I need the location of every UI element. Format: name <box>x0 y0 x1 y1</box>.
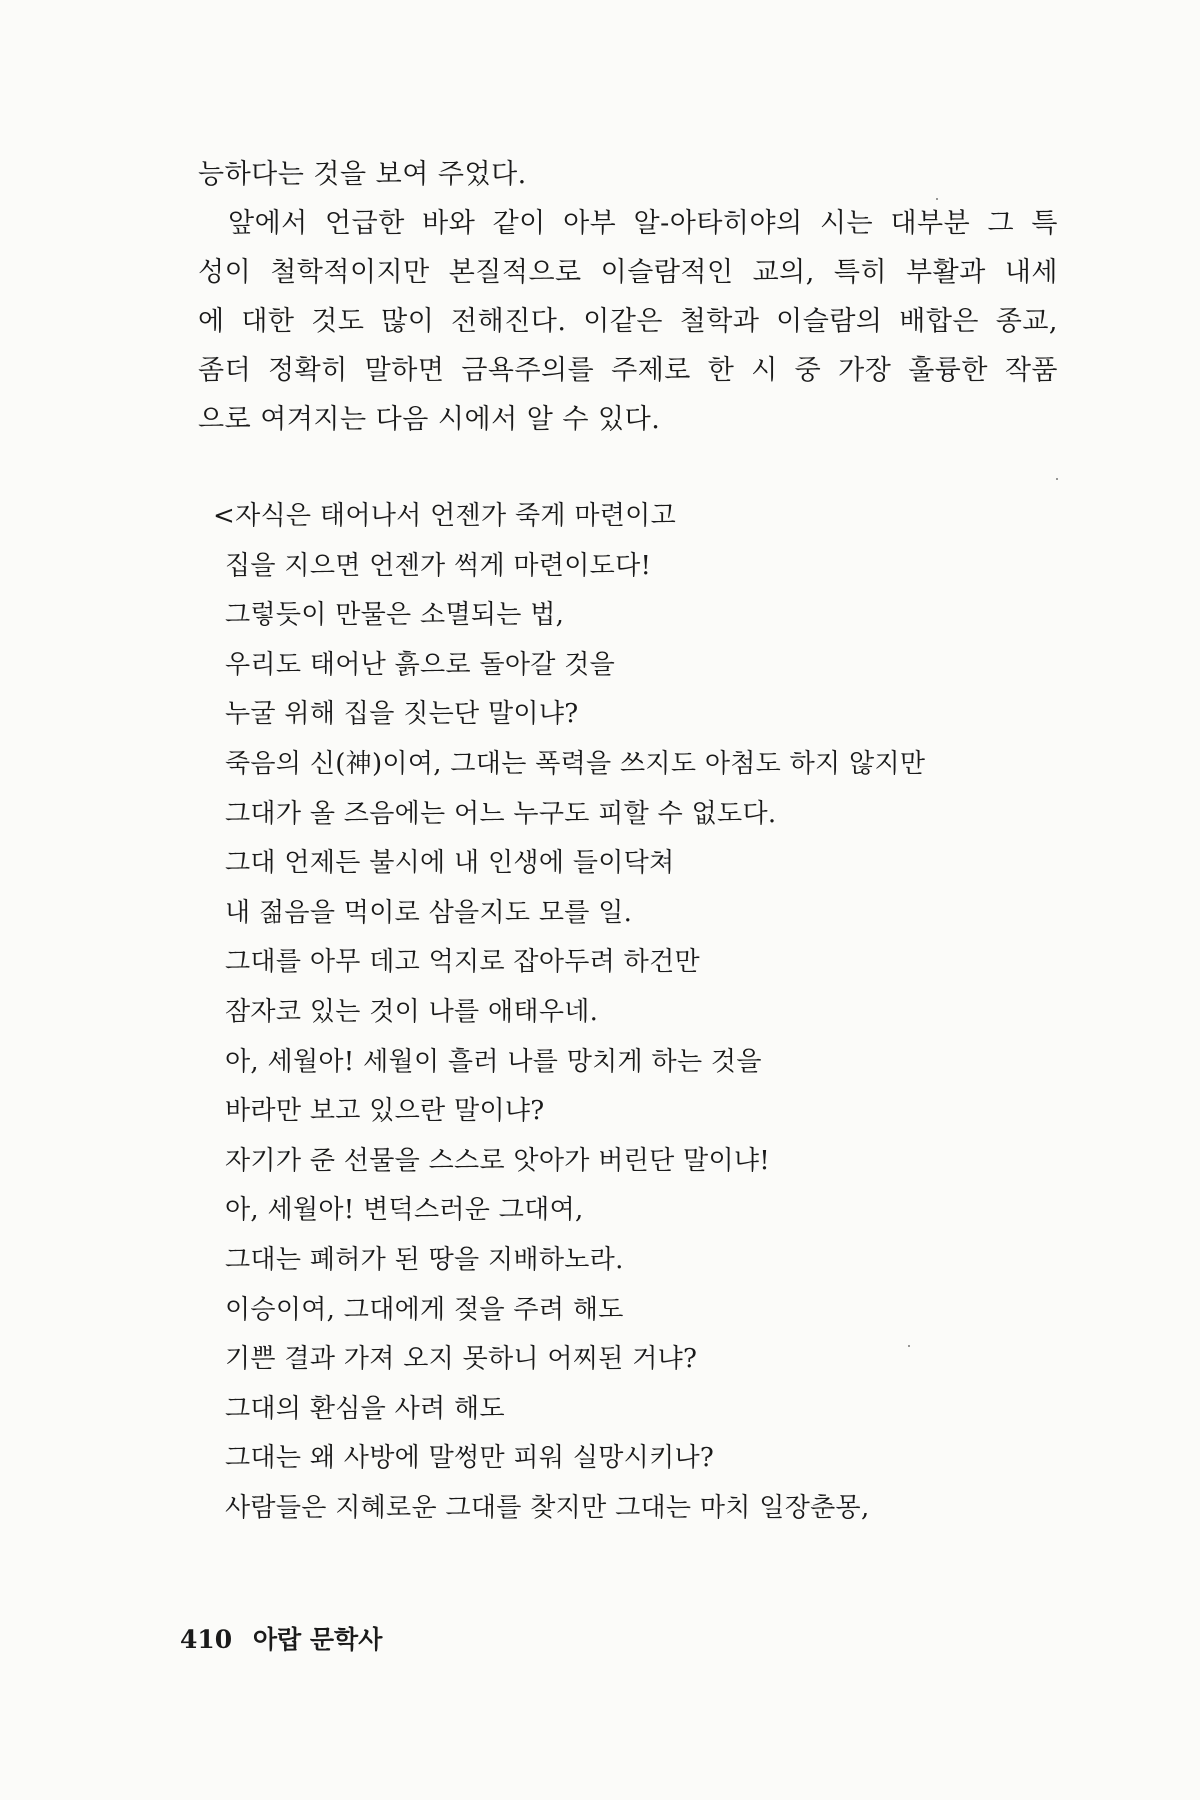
prose-line: 성이 철학적이지만 본질적으로 이슬람적인 교의, 특히 부활과 내세 <box>198 257 1058 288</box>
poem-line: 사람들은 지혜로운 그대를 찾지만 그대는 마치 일장춘몽, <box>225 1492 870 1523</box>
poem-line: 그대는 왜 사방에 말썽만 피워 실망시키나? <box>225 1443 715 1474</box>
poem-line: 잠자코 있는 것이 나를 애태우네. <box>225 996 599 1027</box>
prose-line: 앞에서 언급한 바와 같이 아부 알-아타히야의 시는 대부분 그 특 <box>228 208 1058 239</box>
scan-speck <box>936 198 938 200</box>
poem-line: 이승이여, 그대에게 젖을 주려 해도 <box>225 1294 624 1325</box>
prose-line: 으로 여겨지는 다음 시에서 알 수 있다. <box>198 404 661 435</box>
scan-speck <box>908 1345 910 1347</box>
page-number: 410 <box>180 1625 233 1654</box>
poem-line: <자식은 태어나서 언젠가 죽게 마련이고 <box>213 501 676 531</box>
prose-line: 좀더 정확히 말하면 금욕주의를 주제로 한 시 중 가장 훌륭한 작품 <box>198 355 1058 386</box>
poem-line: 그대 언제든 불시에 내 인생에 들이닥쳐 <box>225 848 675 879</box>
poem-block <box>213 492 1013 1533</box>
page-footer <box>180 1620 382 1656</box>
poem-line: 우리도 태어난 흙으로 돌아갈 것을 <box>225 649 616 680</box>
poem-line: 바라만 보고 있으란 말이냐? <box>225 1096 545 1127</box>
poem-line: 아, 세월아! 변덕스러운 그대여, <box>225 1195 584 1226</box>
prose-line: 능하다는 것을 보여 주었다. <box>198 159 527 190</box>
running-title: 아랍 문학사 <box>252 1625 383 1654</box>
poem-line: 그렇듯이 만물은 소멸되는 법, <box>225 600 565 631</box>
poem-line: 그대를 아무 데고 억지로 잡아두려 하건만 <box>225 947 700 978</box>
prose-paragraph <box>198 150 1058 444</box>
poem-line: 그대가 올 즈음에는 어느 누구도 피할 수 없도다. <box>225 798 777 829</box>
poem-line: 아, 세월아! 세월이 흘러 나를 망치게 하는 것을 <box>225 1046 762 1077</box>
prose-line: 에 대한 것도 많이 전해진다. 이같은 철학과 이슬람의 배합은 종교, <box>198 306 1058 337</box>
poem-line: 자기가 준 선물을 스스로 앗아가 버린단 말이냐! <box>225 1145 771 1176</box>
poem-line: 집을 지으면 언젠가 썩게 마련이도다! <box>225 550 652 581</box>
poem-line: 내 젊음을 먹이로 삼을지도 모를 일. <box>225 897 633 928</box>
poem-line: 기쁜 결과 가져 오지 못하니 어찌된 거냐? <box>225 1344 698 1375</box>
poem-line: 그대의 환심을 사려 해도 <box>225 1393 505 1424</box>
poem-line: 누굴 위해 집을 짓는단 말이냐? <box>225 699 579 730</box>
poem-line: 그대는 폐허가 된 땅을 지배하노라. <box>225 1244 624 1275</box>
poem-line: 죽음의 신(神)이여, 그대는 폭력을 쓰지도 아첨도 하지 않지만 <box>225 748 926 779</box>
scan-speck <box>1056 478 1058 480</box>
